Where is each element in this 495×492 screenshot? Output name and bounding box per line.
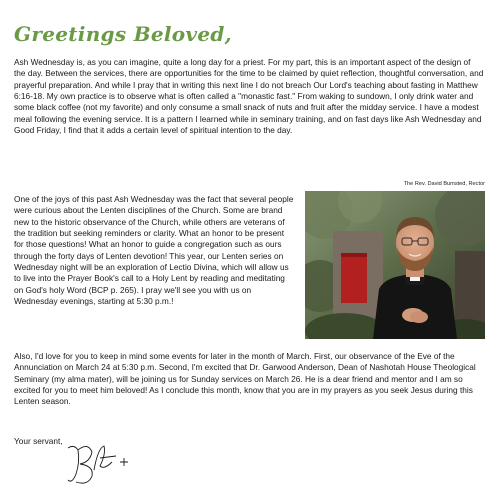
photo-caption: The Rev. David Bumsted, Rector (403, 181, 485, 187)
paragraph-march-events: Also, I'd love for you to keep in mind some events for later in the month of March. First, our observance of the Eve of the Annunciation on March 24 at 5:30 p.m. Second, I'm excited that Dr. Garwood Anderson, Dean of Nashotah House Theological Seminary (my alma mater), will be joining us for Sunday services on March 26. He is a dear friend and mentor and I am so excited for you to meet him beloved! As I conclude this month, know that you are in my prayers as you seek Jesus during this Lenten season. (14, 351, 476, 407)
closing-line: Your servant, (14, 436, 63, 446)
red-door (341, 253, 367, 303)
rector-photo-illustration (305, 191, 485, 339)
greeting-heading: Greetings Beloved, (14, 22, 232, 46)
rector-photo (305, 191, 485, 339)
signature-image (60, 440, 150, 490)
paragraph-lenten-disciplines: One of the joys of this past Ash Wednesday was the fact that several people were curious about the Lenten disciplines of the Church. Some are brand new to the historic observance of the Church, while others are veterans of the tradition but seeking reminders or clarity. What an honor to be present for those questions! What an honor to guide a congregation such as ours through the forty days of Lenten devotion! This year, our Lenten series on Wednesday night will be an exploration of Lectio Divina, which will allow us to live into the Prayer Book's call to a Holy Lent by reading and meditating on God's holy Word (BCP p. 265). I pray we'll see you with us on Wednesday evenings, starting at 5:30 p.m.! (14, 194, 294, 307)
paragraph-ash-wednesday: Ash Wednesday is, as you can imagine, quite a long day for a priest. For my part, this is an important aspect of the design of the day. Between the services, there are opportunities for the time to be claimed by quiet reflection, thoughtful conversation, and prayerful preparation. And while I pray that in writing this next line I do not breach Our Lord's teaching about fasting in Matthew 6:16-18. My own practice is to observe what is often called a "monastic fast." From waking to sundown, I only drink water and some black coffee (not my favorite) and only consume a small snack of nuts and fruit after the midday service. I have a modest meal following the evening service. It is a pattern I learned while in seminary training, and on fast days like Ash Wednesday and Good Friday, I find that it adds a certain level of spiritual intention to the day. (14, 57, 484, 136)
